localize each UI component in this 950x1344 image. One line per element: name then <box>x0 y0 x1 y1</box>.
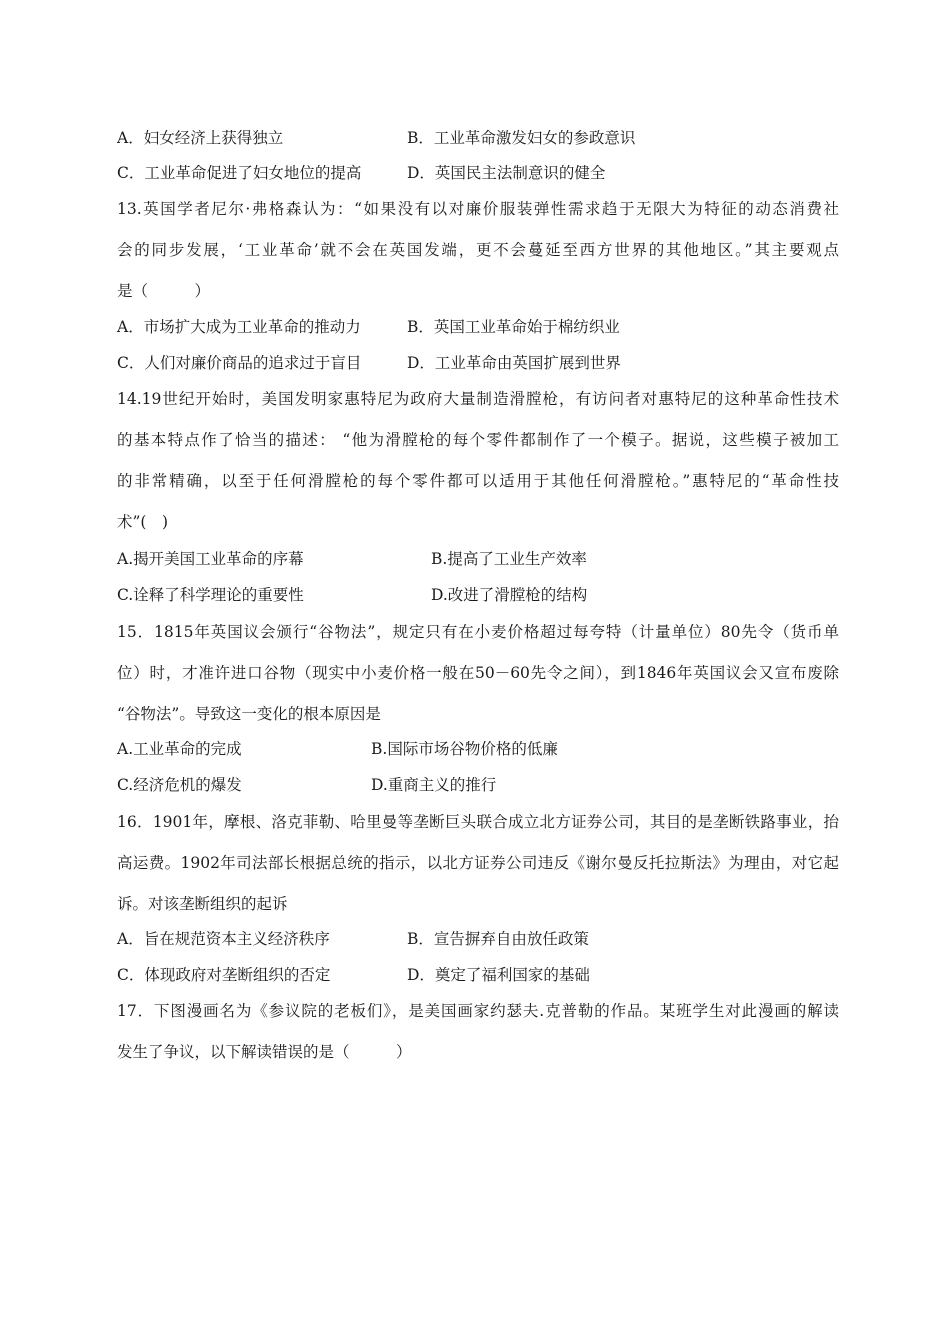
q14-stem-line-1: 14.19世纪开始时，美国发明家惠特尼为政府大量制造滑膛枪，有访问者对惠特尼的这种革命性技术 <box>117 390 839 408</box>
q14-stem-line-4: 术”( ) <box>117 513 169 531</box>
q17-stem-line-2: 发生了争议，以下解读错误的是（ ） <box>117 1043 412 1061</box>
q13-stem-line-1: 13.英国学者尼尔·弗格森认为：“如果没有以对廉价服装弹性需求趋于无限大为特征的动态消费社 <box>117 200 839 218</box>
q16-stem-line-1: 16．1901年，摩根、洛克菲勒、哈里曼等垄断巨头联合成立北方证券公司，其目的是垄断铁路事业，抬 <box>117 813 839 831</box>
q16-option-c: C．体现政府对垄断组织的否定 <box>117 966 331 984</box>
q16-option-d: D．奠定了福利国家的基础 <box>407 966 590 984</box>
q13-option-a: A．市场扩大成为工业革命的推动力 <box>117 318 361 336</box>
q15-option-d: D.重商主义的推行 <box>371 776 497 794</box>
q12-option-a: A．妇女经济上获得独立 <box>117 129 284 147</box>
q13-option-d: D．工业革命由英国扩展到世界 <box>407 354 621 372</box>
q12-option-b: B．工业革命激发妇女的参政意识 <box>407 129 636 147</box>
q14-option-b: B.提高了工业生产效率 <box>431 550 587 568</box>
q12-option-d: D．英国民主法制意识的健全 <box>407 164 606 182</box>
q17-stem-line-1: 17．下图漫画名为《参议院的老板们》，是美国画家约瑟夫.克普勒的作品。某班学生对此漫画的解读 <box>117 1002 839 1020</box>
q15-stem-line-3: “谷物法”。导致这一变化的根本原因是 <box>117 705 381 723</box>
q16-option-b: B．宣告摒弃自由放任政策 <box>407 930 589 948</box>
q13-option-c: C．人们对廉价商品的追求过于盲目 <box>117 354 362 372</box>
q14-option-a: A.揭开美国工业革命的序幕 <box>117 550 304 568</box>
q15-option-b: B.国际市场谷物价格的低廉 <box>371 740 558 758</box>
q13-stem-line-2: 会的同步发展，‘工业革命’就不会在英国发端，更不会蔓延至西方世界的其他地区。”其主要观点 <box>117 241 839 259</box>
q15-stem-line-2: 位）时，才准许进口谷物（现实中小麦价格一般在50－60先令之间），到1846年英国议会又宣布废除 <box>117 664 839 682</box>
q14-stem-line-3: 的非常精确，以至于任何滑膛枪的每个零件都可以适用于其他任何滑膛枪。”惠特尼的“革命性技 <box>117 472 839 490</box>
q13-option-b: B．英国工业革命始于棉纺织业 <box>407 318 620 336</box>
q15-option-a: A.工业革命的完成 <box>117 740 242 758</box>
q14-option-c: C.诠释了科学理论的重要性 <box>117 586 304 604</box>
q16-option-a: A．旨在规范资本主义经济秩序 <box>117 930 330 948</box>
q15-option-c: C.经济危机的爆发 <box>117 776 242 794</box>
q16-stem-line-3: 诉。对该垄断组织的起诉 <box>117 895 288 913</box>
q14-option-d: D.改进了滑膛枪的结构 <box>431 586 588 604</box>
q16-stem-line-2: 高运费。1902年司法部长根据总统的指示，以北方证券公司违反《谢尔曼反托拉斯法》为理由，对它起 <box>117 854 839 872</box>
q13-stem-line-3: 是（ ） <box>117 282 211 300</box>
q12-option-c: C．工业革命促进了妇女地位的提高 <box>117 164 362 182</box>
q14-stem-line-2: 的基本特点作了恰当的描述： “他为滑膛枪的每个零件都制作了一个模子。据说，这些模子被加工 <box>117 431 839 449</box>
q15-stem-line-1: 15．1815年英国议会颁行“谷物法”，规定只有在小麦价格超过每夸特（计量单位）80先令（货币单 <box>117 623 839 641</box>
